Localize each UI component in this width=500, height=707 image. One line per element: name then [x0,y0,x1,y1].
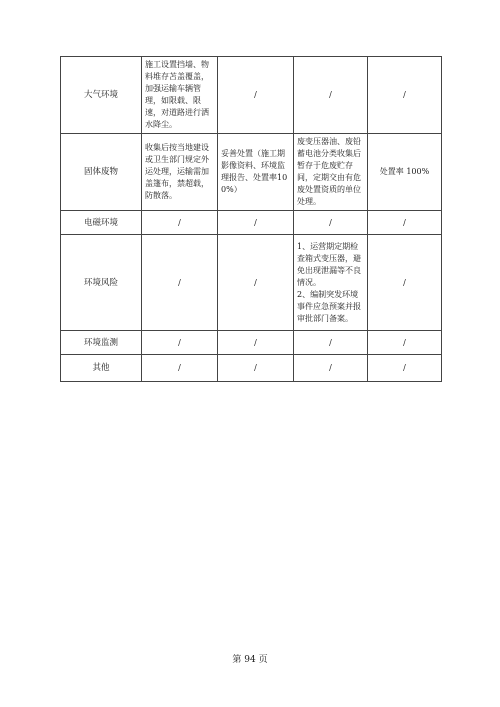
construction-acceptance-cell: / [218,211,294,235]
operation-acceptance-cell: / [368,331,442,355]
operation-measure-cell: 废变压器油、废铅蓄电池分类收集后暂存于危废贮存间，定期交由有危废处置资质的单位处理。 [294,134,368,211]
table-row [61,331,442,355]
operation-acceptance-cell: / [368,57,442,134]
operation-acceptance-cell: 处置率 100% [368,134,442,211]
page-number: 第 94 页 [232,655,268,665]
table-row [61,235,442,331]
operation-measure-cell: / [294,331,368,355]
table-row [61,211,442,235]
construction-measure-cell: / [142,355,218,382]
construction-acceptance-cell: / [218,235,294,331]
row-category: 固体废物 [61,134,142,211]
construction-measure-cell: / [142,331,218,355]
operation-acceptance-cell: / [368,211,442,235]
construction-measure-cell: / [142,235,218,331]
operation-measure-cell: / [294,211,368,235]
construction-acceptance-cell: 妥善处置（施工期影像资料、环境监理报告、处置率100%） [218,134,294,211]
operation-measure-cell: / [294,57,368,134]
row-category: 其他 [61,355,142,382]
row-category: 大气环境 [61,57,142,134]
operation-acceptance-cell: / [368,235,442,331]
operation-measure-cell: 1、运营期定期检查箱式变压器，避免出现泄漏等不良情况。 2、编制突发环境事件应急预案并报审批部门备案。 [294,235,368,331]
table-row [61,57,442,134]
construction-measure-cell: / [142,211,218,235]
construction-measure-cell: 收集后按当地建设或卫生部门规定外运处理，运输需加盖篷布，禁超载，防散落。 [142,134,218,211]
row-category: 环境监测 [61,331,142,355]
construction-acceptance-cell: / [218,57,294,134]
table-row [61,134,442,211]
measures-table [60,56,442,382]
operation-measure-cell: / [294,355,368,382]
construction-acceptance-cell: / [218,355,294,382]
row-category: 环境风险 [61,235,142,331]
construction-measure-cell: 施工设置挡墙、物料堆存苫盖覆盖，加强运输车辆管理，如限载、限速，对道路进行洒水降尘。 [142,57,218,134]
table-row [61,355,442,382]
construction-acceptance-cell: / [218,331,294,355]
row-category: 电磁环境 [61,211,142,235]
operation-acceptance-cell: / [368,355,442,382]
